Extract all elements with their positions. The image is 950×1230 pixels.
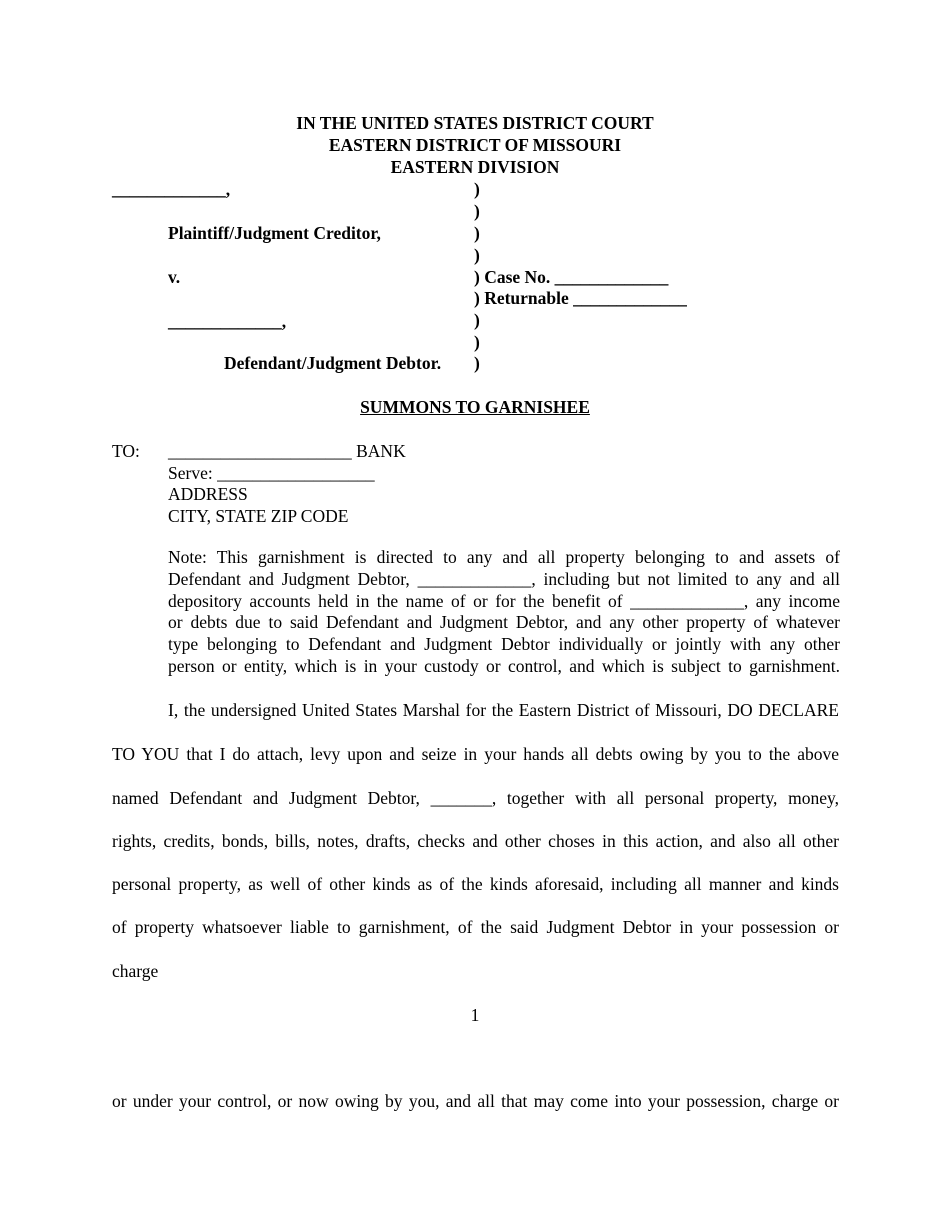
defendant-name-blank: _____________, (168, 311, 287, 331)
declaration-line: I, the undersigned United States Marshal for the Eastern District of Missouri, DO DECLARE (168, 700, 839, 720)
page-number: 1 (470, 1005, 480, 1025)
serve-line: Serve: __________________ (168, 463, 375, 483)
caption-paren: ) (474, 353, 480, 373)
next-page-line: or under your control, or now owing by you, and all that may come into your possession, charge or (112, 1091, 839, 1111)
note-line: type belonging to Defendant and Judgment Debtor individually or jointly with any other (168, 634, 840, 655)
caption-paren: ) (474, 201, 480, 221)
declaration-line: of property whatsoever liable to garnishment, of the said Judgment Debtor in your possession or (112, 917, 839, 937)
note-line: depository accounts held in the name of or for the benefit of _____________, any income (168, 590, 840, 611)
garnishment-note (168, 547, 840, 678)
caption-paren: ) (474, 332, 480, 352)
garnishee-bank-blank: _____________________ BANK (168, 441, 406, 461)
address-line: ADDRESS (168, 484, 248, 504)
caption-paren: ) (474, 310, 480, 330)
case-number-field: ) Case No. _____________ (474, 267, 669, 287)
versus-label: v. (168, 267, 181, 287)
caption-paren: ) (474, 223, 480, 243)
declaration-line: named Defendant and Judgment Debtor, _______, together with all personal property, money, (112, 788, 839, 808)
declaration-line: TO YOU that I do attach, levy upon and seize in your hands all debts owing by you to the above (112, 744, 839, 764)
note-line: Note: This garnishment is directed to any and all property belonging to and assets of (168, 547, 840, 567)
note-line: Defendant and Judgment Debtor, _____________, including but not limited to any and all (168, 568, 840, 589)
court-division: EASTERN DIVISION (390, 157, 560, 177)
defendant-label: Defendant/Judgment Debtor. (224, 353, 442, 373)
caption-paren: ) (474, 179, 480, 199)
note-line: or debts due to said Defendant and Judgment Debtor, and any other property of whatever (168, 612, 840, 633)
city-state-zip-line: CITY, STATE ZIP CODE (168, 506, 349, 526)
returnable-field: ) Returnable _____________ (474, 288, 687, 308)
document-title: SUMMONS TO GARNISHEE (360, 397, 590, 417)
plaintiff-label: Plaintiff/Judgment Creditor, (168, 223, 381, 243)
court-name: IN THE UNITED STATES DISTRICT COURT (296, 113, 654, 133)
note-line: person or entity, which is in your custody or control, and which is subject to garnishment. (168, 655, 840, 676)
declaration-line: personal property, as well of other kinds as of the kinds aforesaid, including all manner and kinds (112, 874, 839, 894)
court-district: EASTERN DISTRICT OF MISSOURI (328, 135, 622, 155)
declaration-line: rights, credits, bonds, bills, notes, drafts, checks and other choses in this action, and also all other (112, 831, 839, 851)
plaintiff-name-blank: _____________, (112, 179, 231, 199)
to-label: TO: (112, 441, 140, 461)
declaration-line: charge (112, 961, 159, 981)
caption-paren: ) (474, 245, 480, 265)
